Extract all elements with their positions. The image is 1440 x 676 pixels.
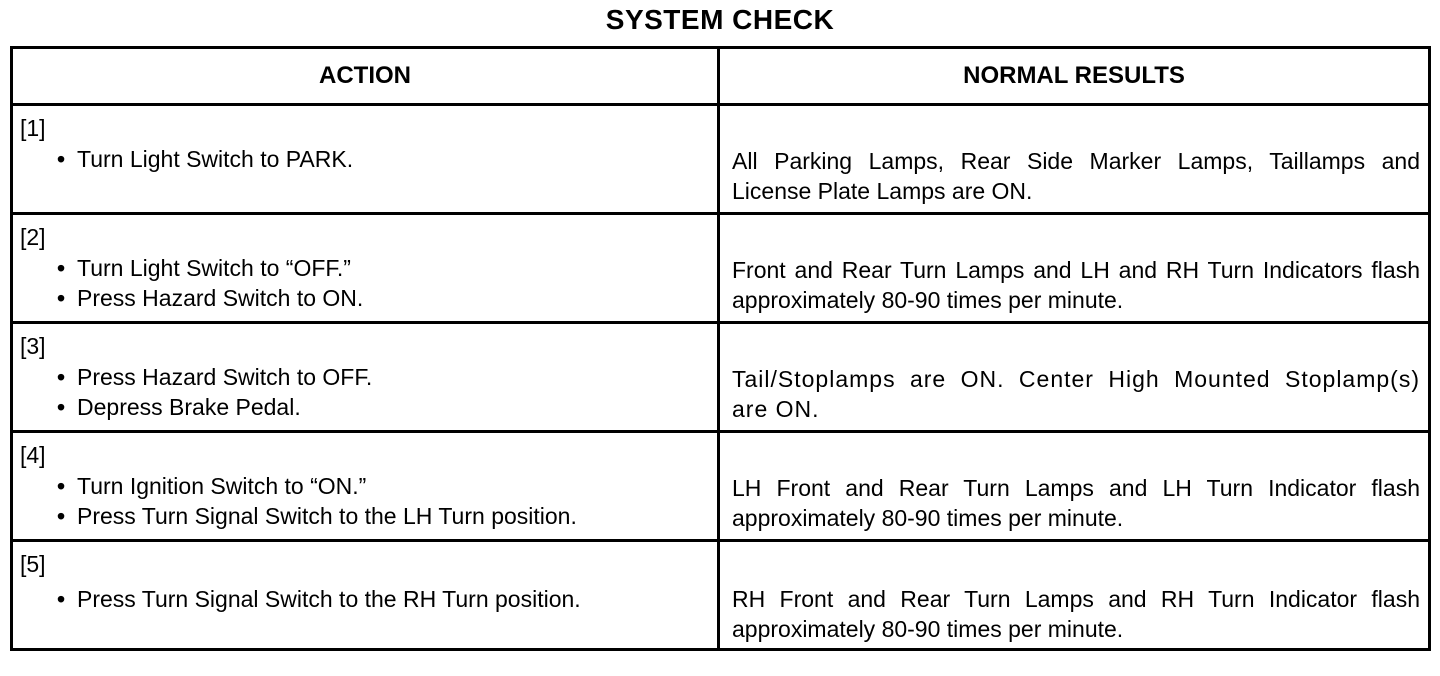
column-header-action: ACTION [12,48,719,105]
bullet-icon: • [57,285,66,311]
action-text: Press Turn Signal Switch to the RH Turn position. [77,586,581,612]
step-number: [5] [20,551,46,577]
page-title: SYSTEM CHECK [605,4,835,35]
action-item [57,584,581,614]
action-item [57,144,353,174]
action-text: Press Turn Signal Switch to the LH Turn position. [77,503,577,529]
result-text: RH Front and Rear Turn Lamps and RH Turn Indicator flash approximately 80-90 times per minute. [732,586,1420,642]
bullet-icon: • [57,586,66,612]
action-cell [12,432,719,541]
action-item [57,471,577,501]
action-list [57,253,363,313]
result-cell [719,541,1430,650]
step-number: [1] [20,115,46,141]
action-cell [12,214,719,323]
bullet-icon: • [57,364,66,390]
step-number: [2] [20,224,46,250]
table-row [12,105,1430,214]
action-text: Press Hazard Switch to OFF. [77,364,373,390]
bullet-icon: • [57,473,66,499]
result-text: Front and Rear Turn Lamps and LH and RH Turn Indicators flash approximately 80-90 times per minute. [732,257,1420,313]
bullet-icon: • [57,146,66,172]
result-cell [719,432,1430,541]
table-row [12,214,1430,323]
table-header-row [12,48,1430,105]
action-item [57,392,372,422]
action-text: Turn Light Switch to “OFF.” [77,255,351,281]
action-text: Turn Ignition Switch to “ON.” [77,473,367,499]
system-check-table [10,46,1431,651]
column-header-normal-results: NORMAL RESULTS [719,48,1430,105]
action-text: Depress Brake Pedal. [77,394,301,420]
action-item [57,283,363,313]
action-cell [12,105,719,214]
result-cell [719,323,1430,432]
table-row [12,541,1430,650]
bullet-icon: • [57,503,66,529]
action-cell [12,541,719,650]
result-text: Tail/Stoplamps are ON. Center High Mounted Stoplamp(s) are ON. [732,366,1420,422]
action-list [57,144,353,174]
action-list [57,584,581,614]
action-text: Turn Light Switch to PARK. [77,146,354,172]
action-cell [12,323,719,432]
action-item [57,253,363,283]
action-list [57,471,577,531]
action-item [57,501,577,531]
result-text: All Parking Lamps, Rear Side Marker Lamps, Taillamps and License Plate Lamps are ON. [732,148,1420,204]
bullet-icon: • [57,394,66,420]
table-row [12,432,1430,541]
step-number: [4] [20,442,46,468]
action-list [57,362,372,422]
result-cell [719,214,1430,323]
step-number: [3] [20,333,46,359]
bullet-icon: • [57,255,66,281]
action-item [57,362,372,392]
result-cell [719,105,1430,214]
action-text: Press Hazard Switch to ON. [77,285,364,311]
table-row [12,323,1430,432]
result-text: LH Front and Rear Turn Lamps and LH Turn Indicator flash approximately 80-90 times per minute. [732,475,1420,531]
